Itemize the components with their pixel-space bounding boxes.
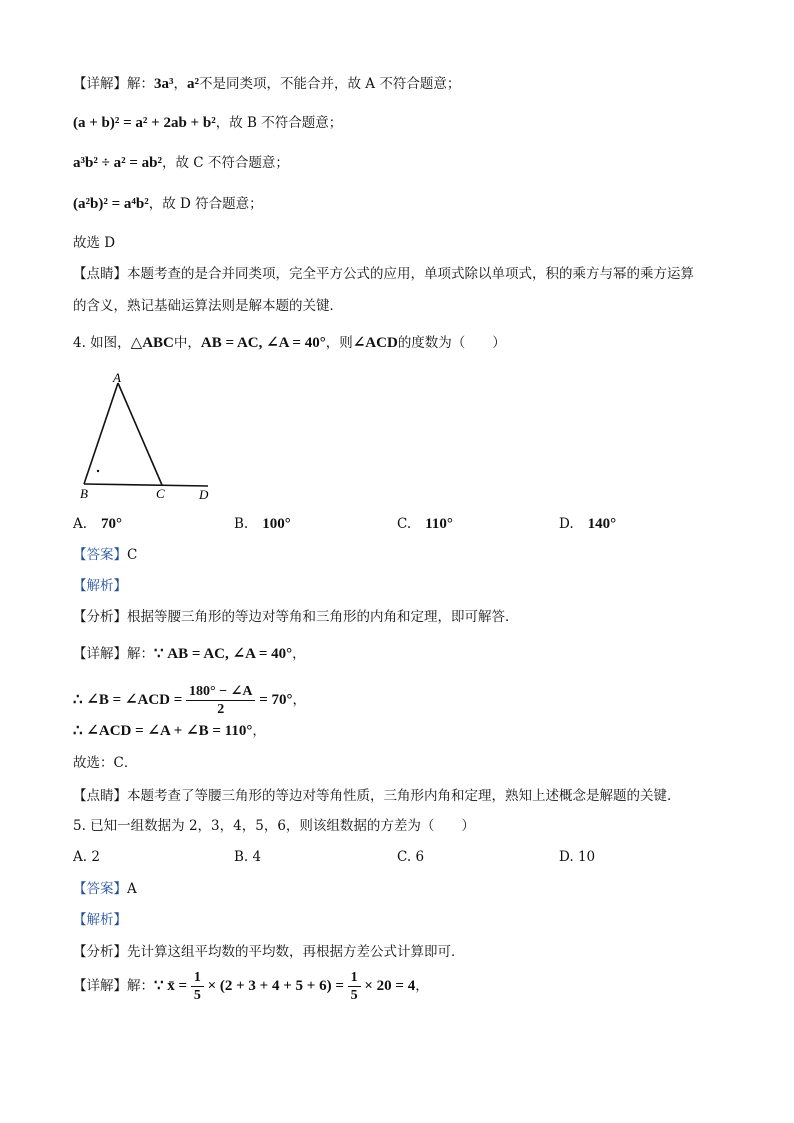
q4-option-b [234, 514, 291, 534]
analysis-tag: 【解析】 [73, 912, 127, 928]
answer-value: C [127, 547, 138, 563]
text: ， [415, 978, 429, 994]
q4-option-c [397, 514, 453, 534]
option-letter: B. [234, 849, 249, 865]
q4-step-1 [73, 680, 734, 720]
option-letter: D. [559, 516, 574, 532]
detail-tag: 【详解】 [73, 978, 127, 994]
detail-tag: 【详解】 [73, 76, 127, 92]
q4-dianjing [73, 786, 734, 806]
q4-choice: 故选：C． [73, 755, 138, 771]
math-formula: ∴ ∠B = ∠ACD = [73, 692, 187, 708]
fraction [191, 969, 204, 1004]
q5-analysis-tag [73, 910, 734, 930]
q5-answer [73, 879, 734, 899]
label-a: A [113, 370, 121, 385]
q5-option-c [397, 847, 424, 867]
fenxi-tag: 【分析】 [73, 944, 127, 960]
text: 本题考查的是合并同类项，完全平方公式的应用，单项式除以单项式，积的乘方与幂的乘方运算 [127, 266, 694, 282]
q5-stem: 5. 已知一组数据为 2，3，4，5，6，则该组数据的方差为（ ） [73, 818, 475, 834]
math-formula: (a + b)² = a² + 2ab + b² [73, 115, 216, 131]
option-letter: C. [397, 849, 412, 865]
fraction [348, 969, 361, 1004]
line-bd [84, 484, 208, 486]
point-mark [97, 470, 99, 472]
q5-detail [73, 966, 734, 1006]
option-value: 110° [425, 516, 453, 532]
math-term: 3a³ [154, 76, 174, 92]
q3-detail-line-d [73, 194, 734, 214]
q3-detail-line-b [73, 113, 734, 133]
fenxi-tag: 【分析】 [73, 609, 127, 625]
q4-detail [73, 644, 734, 664]
math-term: △ABC [130, 335, 174, 351]
option-value: 2 [91, 849, 100, 865]
q5-option-d [559, 847, 595, 867]
math-formula: ∴ ∠ACD = ∠A + ∠B = 110° [73, 723, 253, 739]
q5-option-b [234, 847, 261, 867]
math-formula: ∵ x̄ = [154, 978, 191, 994]
text: 根据等腰三角形的等边对等角和三角形的内角和定理，即可解答． [127, 609, 519, 625]
text: ， [173, 76, 187, 92]
q4-option-d [559, 514, 616, 534]
answer-tag: 【答案】 [73, 881, 127, 897]
q4-answer [73, 545, 734, 565]
detail-tag: 【详解】 [73, 646, 127, 662]
label-d: D [199, 487, 209, 502]
math-term: AB = AC, ∠A = 40° [200, 335, 326, 351]
option-letter: C. [397, 516, 412, 532]
q3-dianjing-line-2: 的含义，熟记基础运算法则是解本题的关键． [73, 298, 343, 314]
fraction [186, 683, 255, 718]
math-term: ∠ACD [352, 335, 398, 351]
side-ac [118, 383, 162, 485]
text: 解： [127, 76, 154, 92]
q4-fenxi [73, 607, 734, 627]
math-formula: (a²b)² = a⁴b² [73, 196, 149, 212]
option-value: 70° [101, 516, 123, 532]
text: 先计算这组平均数的平均数，再根据方差公式计算即可． [127, 944, 465, 960]
option-letter: D. [559, 849, 574, 865]
answer-value: A [127, 881, 137, 897]
math-formula: a³b² ÷ a² = ab² [73, 155, 162, 171]
math-formula: = 70° [255, 692, 293, 708]
q3-dianjing-line [73, 264, 734, 284]
answer-tag: 【答案】 [73, 547, 127, 563]
option-value: 100° [262, 516, 291, 532]
q4-step-2 [73, 721, 734, 741]
fraction-denominator: 2 [217, 702, 225, 717]
text: 4. 如图， [73, 335, 131, 351]
text: ， [292, 692, 306, 708]
fraction-numerator: 1 [348, 969, 361, 987]
text: ，故 D 符合题意； [148, 196, 263, 212]
q4-analysis-tag [73, 576, 734, 596]
text: ， [292, 646, 306, 662]
fraction-numerator: 1 [191, 969, 204, 987]
math-formula: × (2 + 3 + 4 + 5 + 6) = [203, 978, 348, 994]
q4-option-a [73, 514, 122, 534]
text: 解： [127, 646, 154, 662]
q4-stem [73, 333, 734, 353]
option-value: 140° [587, 516, 617, 532]
math-formula: × 20 = 4 [360, 978, 416, 994]
option-value: 4 [252, 849, 262, 865]
fraction-denominator: 5 [193, 988, 201, 1003]
text: ，故 B 不符合题意； [215, 115, 343, 131]
q3-choice-line: 故选 D [73, 235, 116, 251]
side-ab [84, 383, 118, 484]
math-term: a² [187, 76, 199, 92]
text: 不是同类项，不能合并，故 A 不符合题意； [199, 76, 461, 92]
q3-detail-line-c [73, 153, 734, 173]
option-letter: A. [73, 849, 88, 865]
option-letter: A. [73, 516, 88, 532]
option-value: 6 [415, 849, 425, 865]
option-letter: B. [234, 516, 249, 532]
dianjing-tag: 【点睛】 [73, 266, 127, 282]
text: 的度数为（ ） [397, 335, 506, 351]
text: 解： [127, 978, 154, 994]
text: 本题考查了等腰三角形的等边对等角性质，三角形内角和定理，熟知上述概念是解题的关键． [127, 788, 681, 804]
dianjing-tag: 【点睛】 [73, 788, 127, 804]
analysis-tag: 【解析】 [73, 578, 127, 594]
text: ， [252, 723, 266, 739]
math-formula: ∵ AB = AC, ∠A = 40° [154, 646, 293, 662]
text: ，则 [325, 335, 353, 351]
triangle-figure [76, 368, 226, 508]
option-value: 10 [577, 849, 596, 865]
label-c: C [156, 486, 165, 501]
q3-detail-line-a [73, 74, 734, 94]
fraction-denominator: 5 [350, 988, 358, 1003]
q5-option-a [73, 847, 100, 867]
text: ，故 C 不符合题意； [161, 155, 289, 171]
text: 中， [173, 335, 201, 351]
q5-fenxi [73, 942, 734, 962]
label-b: B [80, 486, 88, 501]
fraction-numerator: 180° − ∠A [186, 683, 255, 701]
